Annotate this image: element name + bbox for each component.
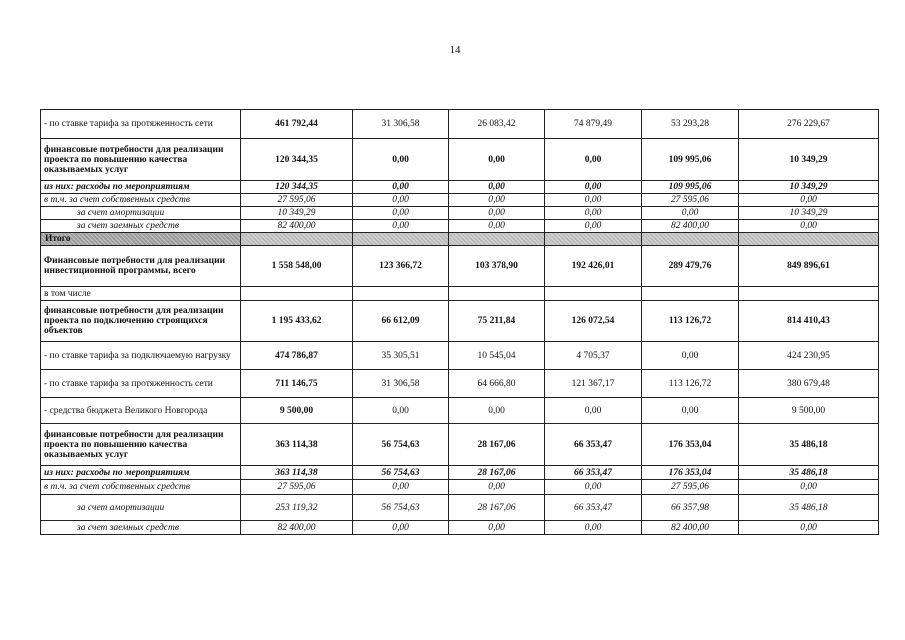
row-value: 363 114,38	[241, 466, 353, 480]
row-value: 276 229,67	[739, 110, 879, 139]
row-value: 192 426,01	[545, 246, 642, 287]
row-value: 35 486,18	[739, 495, 879, 521]
row-value: 0,00	[739, 480, 879, 495]
row-value: 0,00	[353, 207, 449, 220]
row-label: в т.ч. за счет собственных средств	[41, 194, 241, 207]
row-value: 363 114,38	[241, 424, 353, 466]
table-row	[41, 342, 879, 370]
row-value: 66 612,09	[353, 301, 449, 342]
row-value: 121 367,17	[545, 370, 642, 398]
row-value: 28 167,06	[449, 495, 545, 521]
row-value: 0,00	[545, 207, 642, 220]
table-row	[41, 424, 879, 466]
row-value: 75 211,84	[449, 301, 545, 342]
row-value: 0,00	[739, 521, 879, 535]
row-value: 109 995,06	[642, 181, 739, 194]
row-value: 0,00	[545, 220, 642, 233]
row-value: 0,00	[449, 207, 545, 220]
row-value: 0,00	[353, 181, 449, 194]
row-value: 0,00	[545, 139, 642, 181]
row-value: 10 349,29	[241, 207, 353, 220]
row-value: 0,00	[449, 521, 545, 535]
row-label: - по ставке тарифа за протяженность сети	[41, 370, 241, 398]
row-label: в том числе	[41, 287, 241, 301]
row-value: 9 500,00	[241, 398, 353, 424]
row-value: 56 754,63	[353, 424, 449, 466]
row-value: 0,00	[545, 480, 642, 495]
row-value: 0,00	[739, 194, 879, 207]
row-value: 0,00	[545, 521, 642, 535]
row-value: 849 896,61	[739, 246, 879, 287]
row-value: 289 479,76	[642, 246, 739, 287]
row-value: 28 167,06	[449, 466, 545, 480]
table-row	[41, 495, 879, 521]
row-value: 0,00	[449, 139, 545, 181]
row-value: 461 792,44	[241, 110, 353, 139]
row-value: 424 230,95	[739, 342, 879, 370]
row-value: 711 146,75	[241, 370, 353, 398]
row-value: 1 195 433,62	[241, 301, 353, 342]
row-value: 74 879,49	[545, 110, 642, 139]
empty-cell	[241, 233, 353, 246]
table-row	[41, 480, 879, 495]
row-value: 176 353,04	[642, 466, 739, 480]
table-row	[41, 233, 879, 246]
row-label: финансовые потребности для реализации проекта по повышению качества оказываемых услуг	[41, 139, 241, 181]
row-value: 56 754,63	[353, 495, 449, 521]
row-value: 10 349,29	[739, 207, 879, 220]
row-label: финансовые потребности для реализации проекта по повышению качества оказываемых услуг	[41, 424, 241, 466]
row-value: 82 400,00	[642, 521, 739, 535]
row-value: 474 786,87	[241, 342, 353, 370]
row-label: Итого	[41, 233, 241, 246]
row-value: 35 486,18	[739, 466, 879, 480]
table-body	[41, 110, 879, 535]
row-value: 0,00	[449, 220, 545, 233]
row-value: 26 083,42	[449, 110, 545, 139]
empty-cell	[739, 287, 879, 301]
row-label: из них: расходы по мероприятиям	[41, 466, 241, 480]
row-label: за счет заемных средств	[41, 220, 241, 233]
row-value: 27 595,06	[642, 480, 739, 495]
table-row	[41, 110, 879, 139]
row-label: - по ставке тарифа за протяженность сети	[41, 110, 241, 139]
table-row	[41, 301, 879, 342]
row-value: 0,00	[353, 521, 449, 535]
row-value: 0,00	[545, 398, 642, 424]
empty-cell	[449, 233, 545, 246]
row-value: 0,00	[449, 181, 545, 194]
row-label: за счет заемных средств	[41, 521, 241, 535]
row-value: 27 595,06	[241, 194, 353, 207]
row-value: 0,00	[353, 480, 449, 495]
row-value: 0,00	[353, 398, 449, 424]
row-value: 35 486,18	[739, 424, 879, 466]
row-value: 0,00	[449, 194, 545, 207]
row-value: 0,00	[545, 181, 642, 194]
row-value: 109 995,06	[642, 139, 739, 181]
row-label: в т.ч. за счет собственных средств	[41, 480, 241, 495]
table-row	[41, 370, 879, 398]
table-row	[41, 466, 879, 480]
row-value: 66 353,47	[545, 466, 642, 480]
empty-cell	[642, 233, 739, 246]
row-label: Финансовые потребности для реализации инвестиционной программы, всего	[41, 246, 241, 287]
row-label: из них: расходы по мероприятиям	[41, 181, 241, 194]
row-value: 113 126,72	[642, 370, 739, 398]
row-value: 120 344,35	[241, 181, 353, 194]
row-value: 35 305,51	[353, 342, 449, 370]
page-number: 14	[449, 44, 461, 56]
row-label: финансовые потребности для реализации проекта по подключению строящихся объектов	[41, 301, 241, 342]
row-value: 0,00	[353, 220, 449, 233]
empty-cell	[739, 233, 879, 246]
empty-cell	[449, 287, 545, 301]
row-label: за счет амортизации	[41, 207, 241, 220]
financial-needs-table	[40, 109, 879, 535]
table-row	[41, 181, 879, 194]
row-value: 253 119,32	[241, 495, 353, 521]
table-row	[41, 220, 879, 233]
row-value: 123 366,72	[353, 246, 449, 287]
row-value: 66 353,47	[545, 424, 642, 466]
row-value: 0,00	[353, 194, 449, 207]
row-value: 9 500,00	[739, 398, 879, 424]
row-value: 113 126,72	[642, 301, 739, 342]
row-value: 27 595,06	[241, 480, 353, 495]
row-value: 27 595,06	[642, 194, 739, 207]
row-value: 66 357,98	[642, 495, 739, 521]
row-value: 10 349,29	[739, 181, 879, 194]
row-value: 10 349,29	[739, 139, 879, 181]
row-value: 82 400,00	[241, 521, 353, 535]
row-value: 120 344,35	[241, 139, 353, 181]
row-value: 0,00	[353, 139, 449, 181]
empty-cell	[642, 287, 739, 301]
row-value: 1 558 548,00	[241, 246, 353, 287]
row-value: 31 306,58	[353, 370, 449, 398]
row-value: 0,00	[739, 220, 879, 233]
empty-cell	[353, 287, 449, 301]
row-value: 814 410,43	[739, 301, 879, 342]
row-value: 0,00	[642, 398, 739, 424]
table-row	[41, 139, 879, 181]
row-value: 4 705,37	[545, 342, 642, 370]
row-value: 66 353,47	[545, 495, 642, 521]
row-value: 380 679,48	[739, 370, 879, 398]
row-value: 0,00	[642, 342, 739, 370]
table-row	[41, 521, 879, 535]
empty-cell	[241, 287, 353, 301]
row-value: 10 545,04	[449, 342, 545, 370]
row-label: - средства бюджета Великого Новгорода	[41, 398, 241, 424]
table-row	[41, 287, 879, 301]
row-value: 28 167,06	[449, 424, 545, 466]
table-row	[41, 246, 879, 287]
row-value: 176 353,04	[642, 424, 739, 466]
row-value: 126 072,54	[545, 301, 642, 342]
row-value: 31 306,58	[353, 110, 449, 139]
row-value: 0,00	[545, 194, 642, 207]
row-value: 82 400,00	[241, 220, 353, 233]
row-value: 103 378,90	[449, 246, 545, 287]
row-value: 0,00	[449, 398, 545, 424]
row-value: 0,00	[642, 207, 739, 220]
row-value: 56 754,63	[353, 466, 449, 480]
row-value: 0,00	[449, 480, 545, 495]
row-value: 82 400,00	[642, 220, 739, 233]
table-row	[41, 398, 879, 424]
row-value: 53 293,28	[642, 110, 739, 139]
table-row	[41, 194, 879, 207]
row-label: за счет амортизации	[41, 495, 241, 521]
row-label: - по ставке тарифа за подключаемую нагрузку	[41, 342, 241, 370]
row-value: 64 666,80	[449, 370, 545, 398]
empty-cell	[353, 233, 449, 246]
empty-cell	[545, 233, 642, 246]
empty-cell	[545, 287, 642, 301]
table-row	[41, 207, 879, 220]
